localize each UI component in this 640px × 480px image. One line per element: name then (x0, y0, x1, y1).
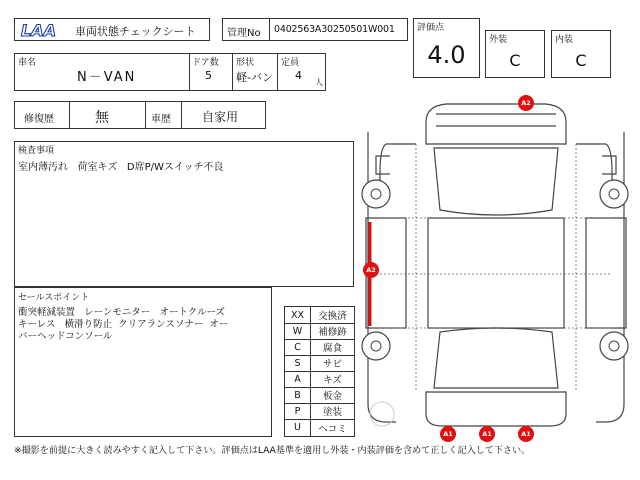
capacity-unit: 人 (315, 78, 323, 87)
legend-row (285, 323, 354, 340)
legend-code: A (285, 371, 311, 387)
usage-history-label: 車歴 (151, 114, 171, 125)
legend-row (285, 387, 354, 404)
damage-marker-front: A2 (518, 95, 534, 111)
legend-desc: サビ (322, 359, 342, 370)
management-box (222, 18, 408, 41)
overall-grade-box (413, 18, 480, 78)
left-mirror (376, 156, 390, 174)
selling-point: レーンモニター (84, 307, 151, 318)
interior-grade-value: C (575, 51, 587, 70)
legend-desc: 板金 (322, 391, 342, 402)
management-label: 管理No (227, 28, 261, 39)
selling-points-label: セールスポイント (18, 293, 90, 303)
body-shape-value: 軽-バン (236, 71, 273, 84)
selling-point: オー (209, 319, 229, 330)
damage-legend (284, 306, 355, 437)
selling-point: 衝突軽減装置 (18, 307, 76, 318)
selling-points-text (18, 307, 228, 343)
selling-points-box (14, 287, 272, 437)
exterior-grade-value: C (509, 51, 521, 70)
legend-desc: 腐食 (322, 343, 342, 354)
inspection-label: 検査事項 (18, 146, 55, 156)
history-row (14, 101, 266, 129)
windshield (434, 148, 558, 215)
car-damage-diagram (356, 92, 640, 444)
legend-row (285, 339, 354, 356)
selling-points-line (18, 319, 228, 331)
interior-grade-box (551, 30, 611, 78)
overall-grade-label: 評価点 (417, 23, 445, 33)
laa-logo-text: LAA (21, 21, 56, 39)
legend-code: W (285, 323, 311, 339)
front-grille (436, 114, 556, 126)
inspection-item: 室内薄汚れ (18, 162, 68, 173)
spare-tire-icon (370, 402, 394, 426)
capacity-label: 定員 (281, 58, 300, 68)
selling-point: キーレス (18, 319, 56, 330)
right-side-panel (586, 218, 626, 328)
selling-points-line (18, 307, 228, 319)
legend-desc: 補修跡 (318, 327, 347, 338)
legend-code: B (285, 387, 311, 403)
exterior-grade-box (485, 30, 545, 78)
legend-row (285, 419, 354, 436)
legend-code: XX (285, 307, 311, 323)
title-bar (14, 18, 210, 41)
legend-code: U (285, 419, 311, 436)
repair-history-label: 修復歴 (24, 114, 54, 125)
selling-point: 横滑り防止 (64, 319, 113, 330)
selling-point: クリアランスソナー (118, 319, 204, 330)
hub-front-left (371, 189, 381, 199)
inspection-box (14, 141, 354, 287)
legend-desc: ヘコミ (318, 423, 347, 435)
legend-desc: 塗装 (322, 407, 342, 418)
inspection-items (18, 158, 224, 173)
roof-outline (428, 218, 564, 328)
legend-row (285, 307, 354, 324)
legend-row (285, 355, 354, 372)
legend-code: C (285, 339, 311, 355)
legend-desc: 交換済 (318, 311, 347, 322)
hub-rear-right (609, 341, 619, 351)
legend-row (285, 403, 354, 420)
selling-points-line: バーヘッドコンソール (18, 331, 113, 342)
repair-history-value: 無 (95, 110, 109, 126)
hub-front-right (609, 189, 619, 199)
damage-marker-rear-center: A1 (479, 426, 495, 442)
inspection-item: 荷室キズ (77, 162, 118, 173)
damage-marker-left-side: A2 (363, 262, 379, 278)
door-count-value: 5 (205, 69, 212, 82)
laa-logo (19, 21, 73, 39)
inspection-item: D席P/Wスイッチ不良 (126, 162, 224, 173)
door-count-label: ドア数 (192, 58, 219, 68)
body-shape-label: 形状 (236, 58, 255, 68)
interior-grade-label: 内装 (555, 35, 574, 45)
right-side-outline (596, 132, 624, 422)
legend-desc: キズ (323, 375, 342, 386)
selling-point: オートクルーズ (159, 307, 226, 318)
legend-code: P (285, 403, 311, 419)
damage-marker-rear-right: A1 (518, 426, 534, 442)
car-name-label: 車名 (18, 58, 37, 68)
right-mirror (602, 156, 616, 174)
capacity-value: 4 (295, 69, 302, 82)
legend-row (285, 371, 354, 388)
management-number: 0402563A30250501W001 (274, 24, 395, 35)
rear-bumper (426, 392, 566, 426)
vehicle-info-row (14, 53, 326, 91)
exterior-grade-label: 外装 (489, 35, 508, 45)
usage-history-value: 自家用 (202, 110, 239, 124)
car-name-value: N－VAN (77, 70, 137, 85)
hub-rear-left (371, 341, 381, 351)
legend-code: S (285, 355, 311, 371)
overall-grade-value: 4.0 (427, 41, 466, 69)
footer-note: ※撮影を前提に大きく読みやすく記入して下さい。評価点はLAA基準を適用し外装・内装評価を含めて正しく記入して下さい。 (14, 445, 531, 456)
rear-window (434, 328, 558, 388)
sheet-title: 車両状態チェックシート (75, 25, 196, 38)
front-hood-outline (426, 104, 566, 144)
damage-marker-rear-left: A1 (440, 426, 456, 442)
